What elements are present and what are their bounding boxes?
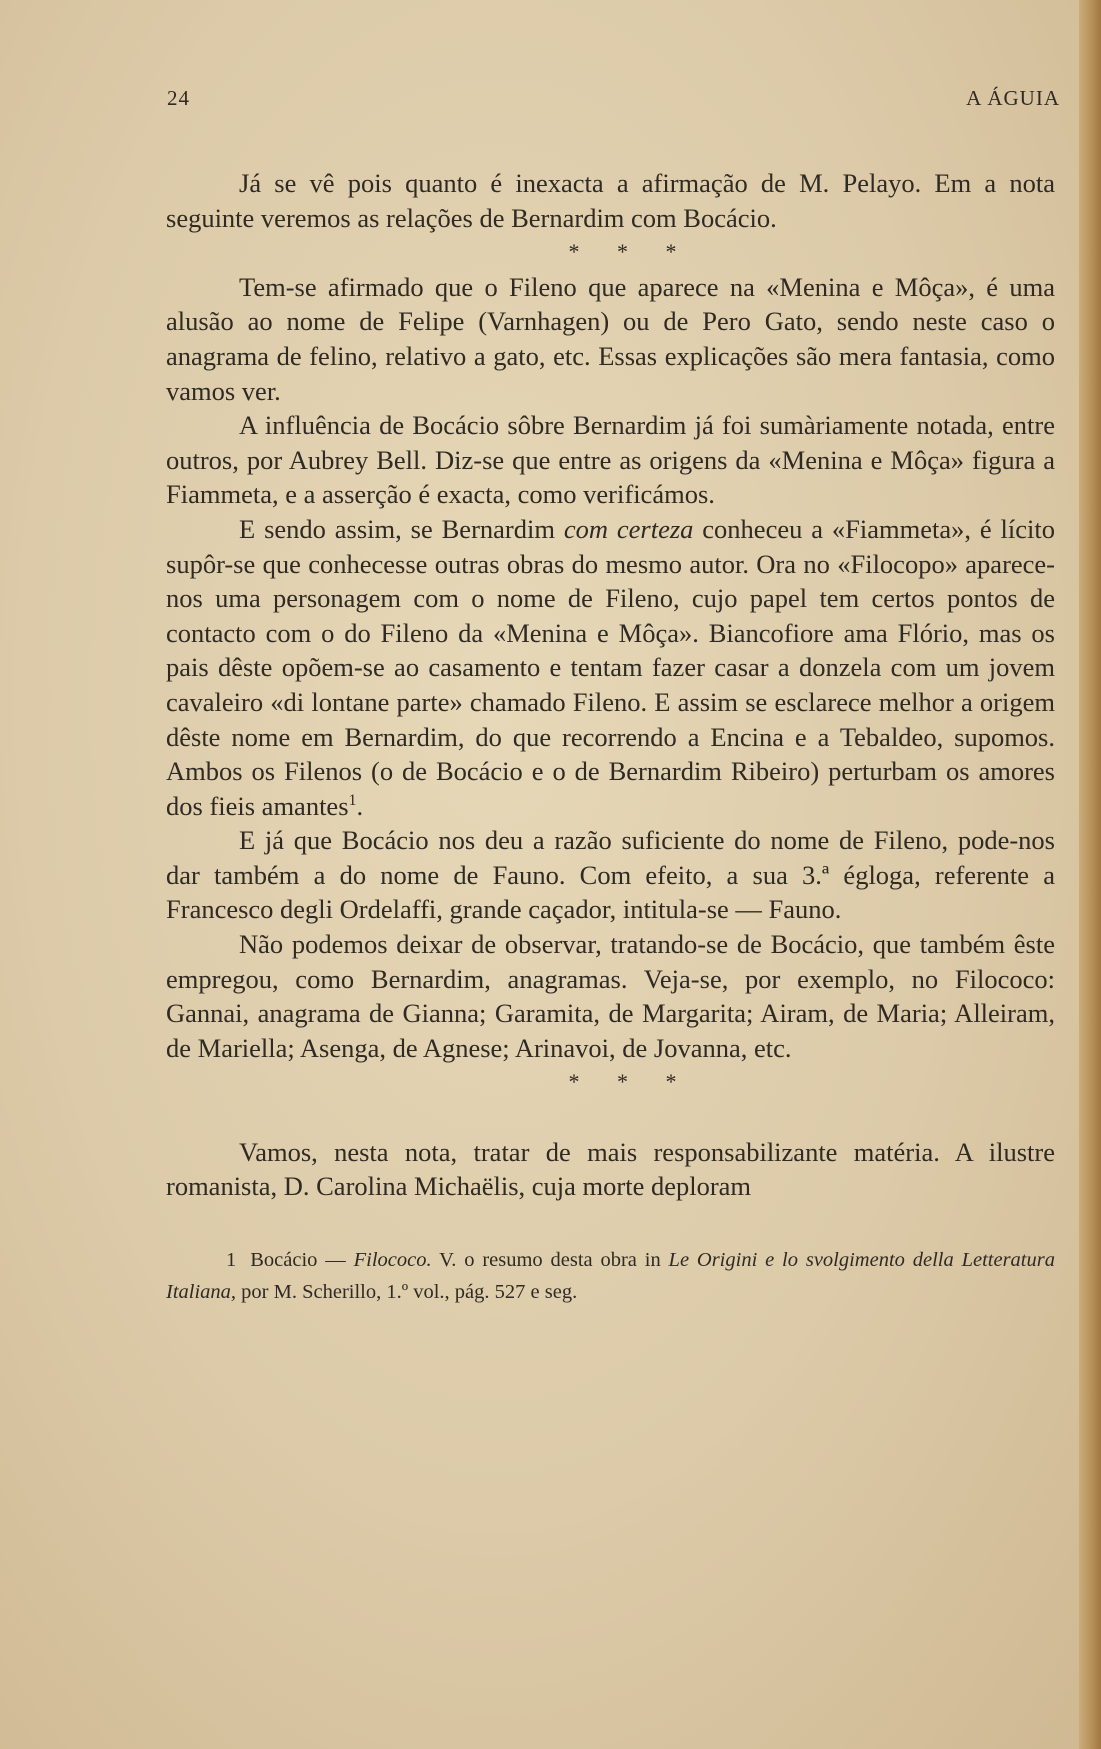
page-edge — [1079, 0, 1101, 1749]
blank-line — [166, 1100, 1055, 1135]
section-separator-1: * * * — [568, 239, 693, 265]
journal-title: A ÁGUIA — [966, 86, 1060, 110]
running-head — [167, 86, 1060, 116]
paragraph-4-text-b: conheceu a «Fiammeta», é lícito supôr-se que conhecesse outras obras do mesmo autor. Ora no «Filocopo» aparece-nos uma personagem com o nome de Fileno, cujo papel tem certos pontos de contacto com o do Fileno da «Menina e Môça». Biancofiore ama Flório, mas os pais dêste opõem-se ao casamento e tentam fazer casar a donzela com um jovem cavaleiro «di lontane parte» chamado Fileno. E assim se esclarece melhor a origem dêste nome em Bernardim, do que recorrendo a Encina e a Tebaldeo, supomos. Ambos os Filenos (o de Bocácio e o de Bernardim Ribeiro) perturbam os amores dos fieis amantes — [166, 513, 1055, 821]
footnote-book-title: Le Origini e lo svolgimento della Letteratura Italiana, — [166, 1248, 1055, 1303]
emphasis-com-certeza: com certeza — [563, 513, 694, 544]
paragraph-4-text-a: E sendo assim, se Bernardim — [239, 513, 564, 544]
paragraph-3: A influência de Bocácio sôbre Bernardim já foi sumàriamente notada, entre outros, por Aubrey Bell. Diz-se que entre as origens da «Menina e Môça» figura a Fiammeta, e a asserção é exacta, como verificámos. — [166, 410, 1055, 510]
footnote — [166, 1244, 1055, 1308]
paragraph-7: Vamos, nesta nota, tratar de mais responsabilizante matéria. A ilustre romanista, D. Carolina Michaëlis, cuja morte deploram — [166, 1136, 1055, 1202]
paragraph-1: Já se vê pois quanto é inexacta a afirmação de M. Pelayo. Em a nota seguinte veremos as relações de Bernardim com Bocácio. — [166, 168, 1055, 233]
paragraph-5: E já que Bocácio nos deu a razão suficiente do nome de Fileno, pode-nos dar também a do nome de Fauno. Com efeito, a sua 3.ª égloga, referente a Francesco degli Ordelaffi, grande caçador, intitula-se — Fauno. — [166, 825, 1055, 925]
section-separator-2: * * * — [568, 1069, 693, 1095]
footnote-text-2: V. o resumo desta obra in — [431, 1248, 669, 1271]
paragraph-6: Não podemos deixar de observar, tratando-se de Bocácio, que também êste empregou, como Bernardim, anagramas. Veja-se, por exemplo, no Filococo: Gannai, anagrama de Gianna; Garamita, de Margarita; Airam, de Maria; Alleiram, de Mariella; Asenga, de Agnese; Arinavoi, de Jovanna, etc. — [166, 929, 1055, 1063]
paragraph-2: Tem-se afirmado que o Fileno que aparece na «Menina e Môça», é uma alusão ao nome de Felipe (Varnhagen) ou de Pero Gato, sendo neste caso o anagrama de felino, relativo a gato, etc. Essas explicações são mera fantasia, como vamos ver. — [166, 271, 1055, 406]
paragraph-4-end: . — [356, 790, 364, 821]
footnote-work-title: Filococo. — [353, 1248, 432, 1271]
footnote-reference[interactable]: 1 — [348, 791, 357, 809]
footnote-number: 1 — [226, 1248, 237, 1271]
footnote-text-3: por M. Scherillo, 1.º vol., pág. 527 e seg. — [236, 1280, 578, 1303]
footnote-text-1: Bocácio — — [250, 1248, 354, 1271]
body-text — [166, 166, 1055, 1328]
paragraph-4 — [166, 512, 1055, 823]
page-number: 24 — [167, 86, 190, 110]
